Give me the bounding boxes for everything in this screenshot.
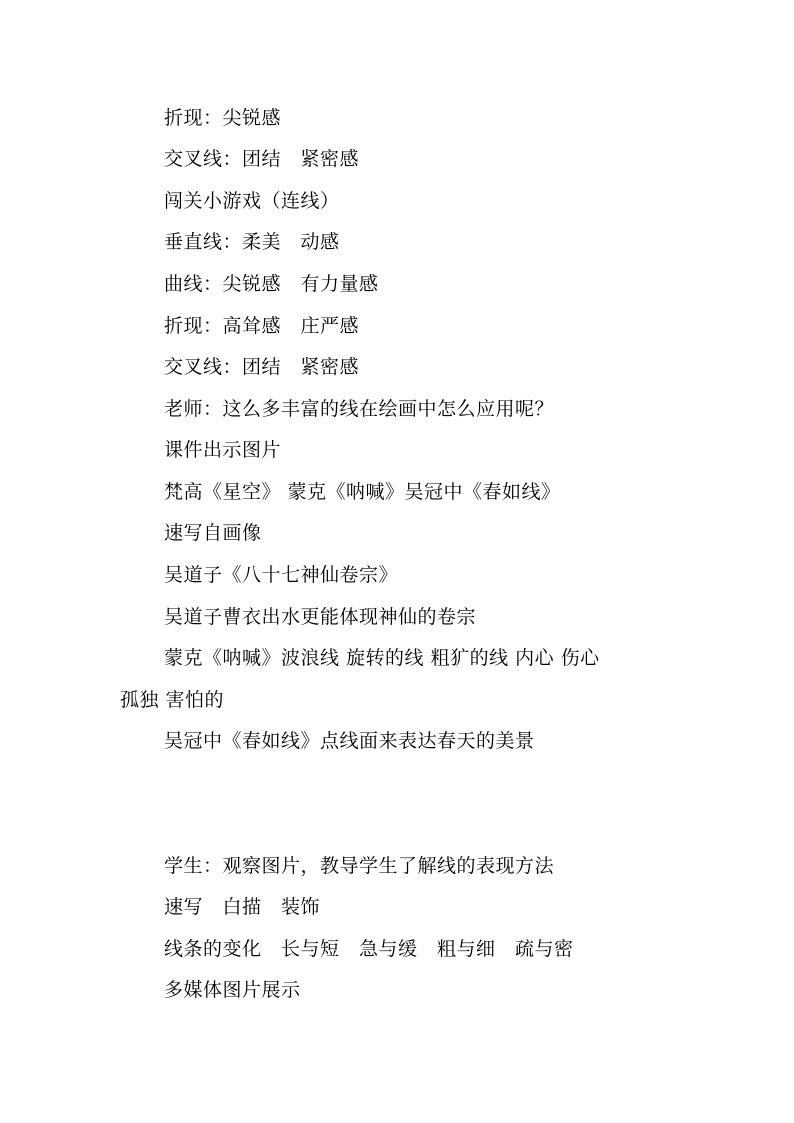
text-line-15: 吴冠中《春如线》点线面来表达春天的美景 <box>164 730 535 752</box>
text-line-16: 学生：观察图片，教导学生了解线的表现方法 <box>164 855 555 877</box>
text-line-11: 速写自画像 <box>164 522 262 544</box>
text-line-12: 吴道子《八十七神仙卷宗》 <box>164 564 399 586</box>
text-line-18: 线条的变化 长与短 急与缓 粗与细 疏与密 <box>164 938 574 960</box>
text-line-5: 曲线：尖锐感 有力量感 <box>164 273 379 295</box>
text-line-7: 交叉线：团结 紧密感 <box>164 356 360 378</box>
text-line-3: 闯关小游戏（连线） <box>164 190 340 212</box>
text-line-9: 课件出示图片 <box>164 439 282 461</box>
text-line-19: 多媒体图片展示 <box>164 979 301 1001</box>
text-line-2: 交叉线：团结 紧密感 <box>164 148 360 170</box>
text-line-13: 吴道子曹衣出水更能体现神仙的卷宗 <box>164 606 477 628</box>
text-line-8: 老师：这么多丰富的线在绘画中怎么应用呢？ <box>164 398 555 420</box>
text-line-14-continued: 孤独 害怕的 <box>120 689 225 711</box>
text-line-14: 蒙克《呐喊》波浪线 旋转的线 粗犷的线 内心 伤心 <box>164 647 600 669</box>
text-line-1: 折现：尖锐感 <box>164 107 282 129</box>
text-line-17: 速写 白描 装饰 <box>164 896 321 918</box>
text-line-10: 梵高《星空》 蒙克《呐喊》吴冠中《春如线》 <box>164 481 561 503</box>
text-line-4: 垂直线：柔美 动感 <box>164 231 340 253</box>
text-line-6: 折现：高耸感 庄严感 <box>164 315 360 337</box>
